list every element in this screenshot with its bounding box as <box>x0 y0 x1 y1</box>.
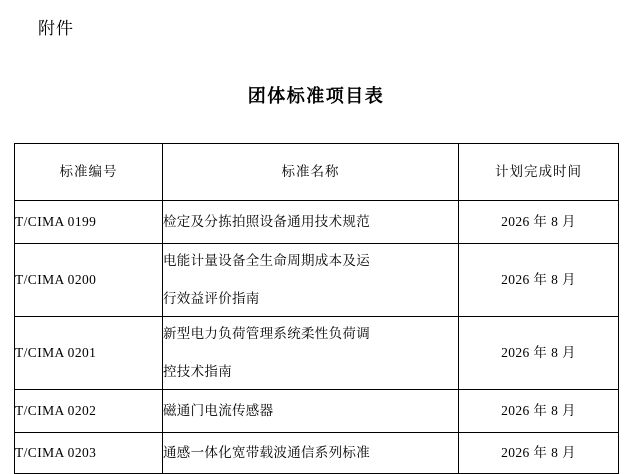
table-row <box>15 201 619 244</box>
standard-name-line: 行效益评价指南 <box>163 291 260 306</box>
cell-planned-date: 2026 年 8 月 <box>459 244 619 317</box>
table-row <box>15 244 619 317</box>
table-body <box>15 201 619 474</box>
standard-name-line: 通感一体化宽带载波通信系列标准 <box>163 445 370 460</box>
table-row <box>15 390 619 433</box>
cell-planned-date: 2026 年 8 月 <box>459 433 619 474</box>
standard-name-line: 检定及分拣拍照设备通用技术规范 <box>163 214 370 229</box>
column-header-code: 标准编号 <box>15 144 163 201</box>
table-row <box>15 433 619 474</box>
cell-standard-name <box>163 201 459 244</box>
page-title: 团体标准项目表 <box>247 86 385 106</box>
column-header-date: 计划完成时间 <box>459 144 619 201</box>
cell-standard-name <box>163 390 459 433</box>
table-header-row <box>15 144 619 201</box>
standard-name-line: 磁通门电流传感器 <box>163 403 274 418</box>
table-row <box>15 317 619 390</box>
standard-name-line: 新型电力负荷管理系统柔性负荷调 <box>163 326 370 341</box>
standard-name-line: 控技术指南 <box>163 364 232 379</box>
table-header <box>15 144 619 201</box>
cell-standard-name <box>163 317 459 390</box>
cell-standard-code: T/CIMA 0203 <box>15 433 163 474</box>
standard-name-line: 电能计量设备全生命周期成本及运 <box>163 253 370 268</box>
column-header-name: 标准名称 <box>163 144 459 201</box>
cell-planned-date: 2026 年 8 月 <box>459 390 619 433</box>
cell-standard-name <box>163 433 459 474</box>
cell-planned-date: 2026 年 8 月 <box>459 317 619 390</box>
cell-planned-date: 2026 年 8 月 <box>459 201 619 244</box>
cell-standard-code: T/CIMA 0199 <box>15 201 163 244</box>
cell-standard-code: T/CIMA 0202 <box>15 390 163 433</box>
cell-standard-name <box>163 244 459 317</box>
standards-table <box>14 143 619 474</box>
cell-standard-code: T/CIMA 0200 <box>15 244 163 317</box>
cell-standard-code: T/CIMA 0201 <box>15 317 163 390</box>
attachment-label: 附件 <box>38 19 74 38</box>
